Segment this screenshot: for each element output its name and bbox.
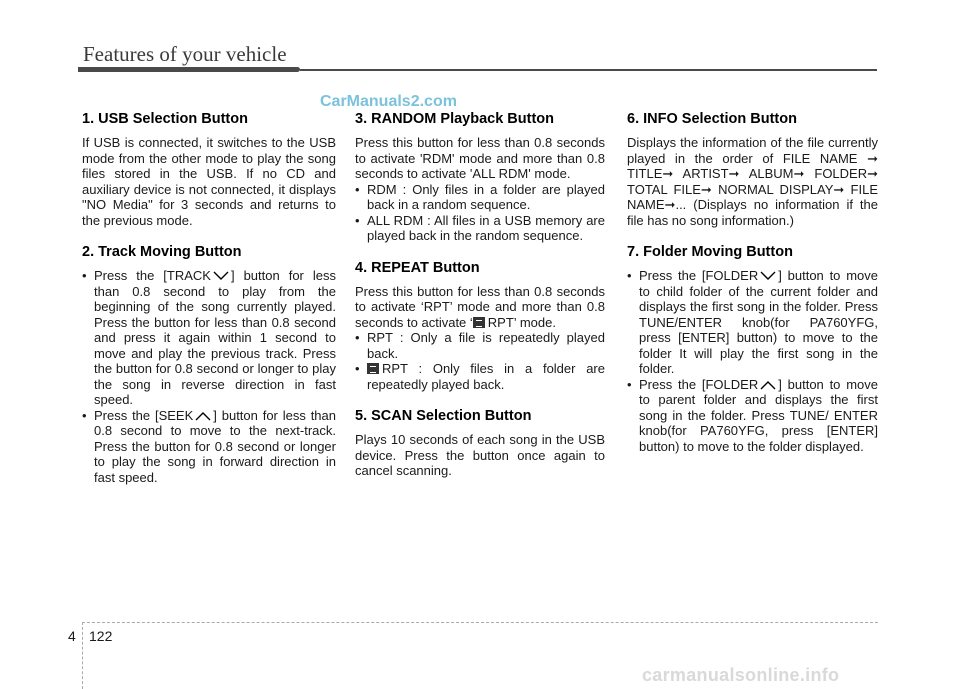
list-item: • Press the [FOLDER ] button to move to parent folder and displays the first song in the folder. Press TUNE/ ENTER knob(for PA760YFG, press [ENTER] button) to move to the folder displayed.: [627, 377, 878, 455]
section-info: [627, 110, 878, 228]
section-body: If USB is connected, it switches to the USB mode from the other mode to play the song files stored in the USB. If no CD and auxiliary device is not connected, it displays "NO Media" for 3 seconds and returns to the previous mode.: [82, 135, 336, 228]
footer-rule: [82, 622, 878, 623]
page-header-title: Features of your vehicle: [83, 42, 287, 66]
column-right: [627, 110, 878, 469]
column-left: [82, 110, 336, 500]
chapter-number: 4: [68, 628, 76, 644]
footer-divider: [82, 622, 83, 689]
list-item: • ALL RDM : All files in a USB memory are played back in the random sequence.: [355, 213, 605, 244]
list-item: • Press the [FOLDER ] button to move to child folder of the current folder and displays the first song in the folder. Press TUNE/ENTER knob(for PA760YFG, press [ENTER] button) to move to the folder It will play the first song in the folder.: [627, 268, 878, 377]
page-number: 122: [89, 628, 113, 644]
chevron-down-icon: [213, 271, 229, 281]
section-random: [355, 110, 605, 244]
folder-icon: [367, 363, 379, 374]
chevron-up-icon: [760, 380, 776, 390]
section-title: 2. Track Moving Button: [82, 244, 242, 260]
list-item: • RDM : Only files in a folder are played back in a random sequence.: [355, 182, 605, 213]
section-title: 5. SCAN Selection Button: [355, 408, 532, 424]
section-scan: [355, 407, 605, 479]
section-body: Press this button for less than 0.8 seconds to activate 'RDM' mode and more than 0.8 seconds to activate 'ALL RDM' mode.: [355, 135, 605, 181]
section-title: 3. RANDOM Playback Button: [355, 111, 554, 127]
section-body: Plays 10 seconds of each song in the USB device. Press the button once again to cancel scanning.: [355, 432, 605, 478]
folder-icon: [473, 317, 485, 328]
section-repeat: [355, 259, 605, 393]
chevron-down-icon: [760, 271, 776, 281]
section-body: Press this button for less than 0.8 seconds to activate ‘RPT’ mode and more than 0.8 seconds to activate ‘ RPT’ mode.: [355, 283, 605, 330]
section-usb: [82, 110, 336, 228]
section-title: 1. USB Selection Button: [82, 111, 248, 127]
watermark-bottom: carmanualsonline.info: [642, 665, 840, 685]
list-item: • Press the [TRACK ] button for less than 0.8 second to play from the beginning of the song currently played. Press the button for less than 0.8 second and press it again within 1 second to move and play the previous track. Press the button for 0.8 second or longer to play the song in reverse direction in fast speed.: [82, 268, 336, 408]
chevron-up-icon: [195, 411, 211, 421]
section-track: [82, 243, 336, 485]
watermark-top: CarManuals2.com: [320, 93, 457, 110]
section-folder: [627, 243, 878, 454]
column-middle: [355, 110, 605, 494]
section-title: 7. Folder Moving Button: [627, 244, 793, 260]
list-item: • RPT : Only files in a folder are repeatedly played back.: [355, 361, 605, 392]
header-rule-thick: [78, 67, 300, 72]
header-rule-thin: [300, 69, 877, 71]
section-body: Displays the information of the file currently played in the order of FILE NAME ➞ TITLE➞ ARTIST➞ ALBUM➞ FOLDER➞ TOTAL FILE➞ NORMAL DISPLAY➞ FILE NAME➞... (Displays no information if the file has no song information.): [627, 135, 878, 228]
section-title: 4. REPEAT Button: [355, 259, 480, 276]
list-item: • Press the [SEEK ] button for less than 0.8 second to move to the next-track. Press the button for 0.8 second or longer to play the song in forward direction in fast speed.: [82, 408, 336, 486]
section-title: 6. INFO Selection Button: [627, 111, 797, 127]
list-item: • RPT : Only a file is repeatedly played back.: [355, 330, 605, 361]
